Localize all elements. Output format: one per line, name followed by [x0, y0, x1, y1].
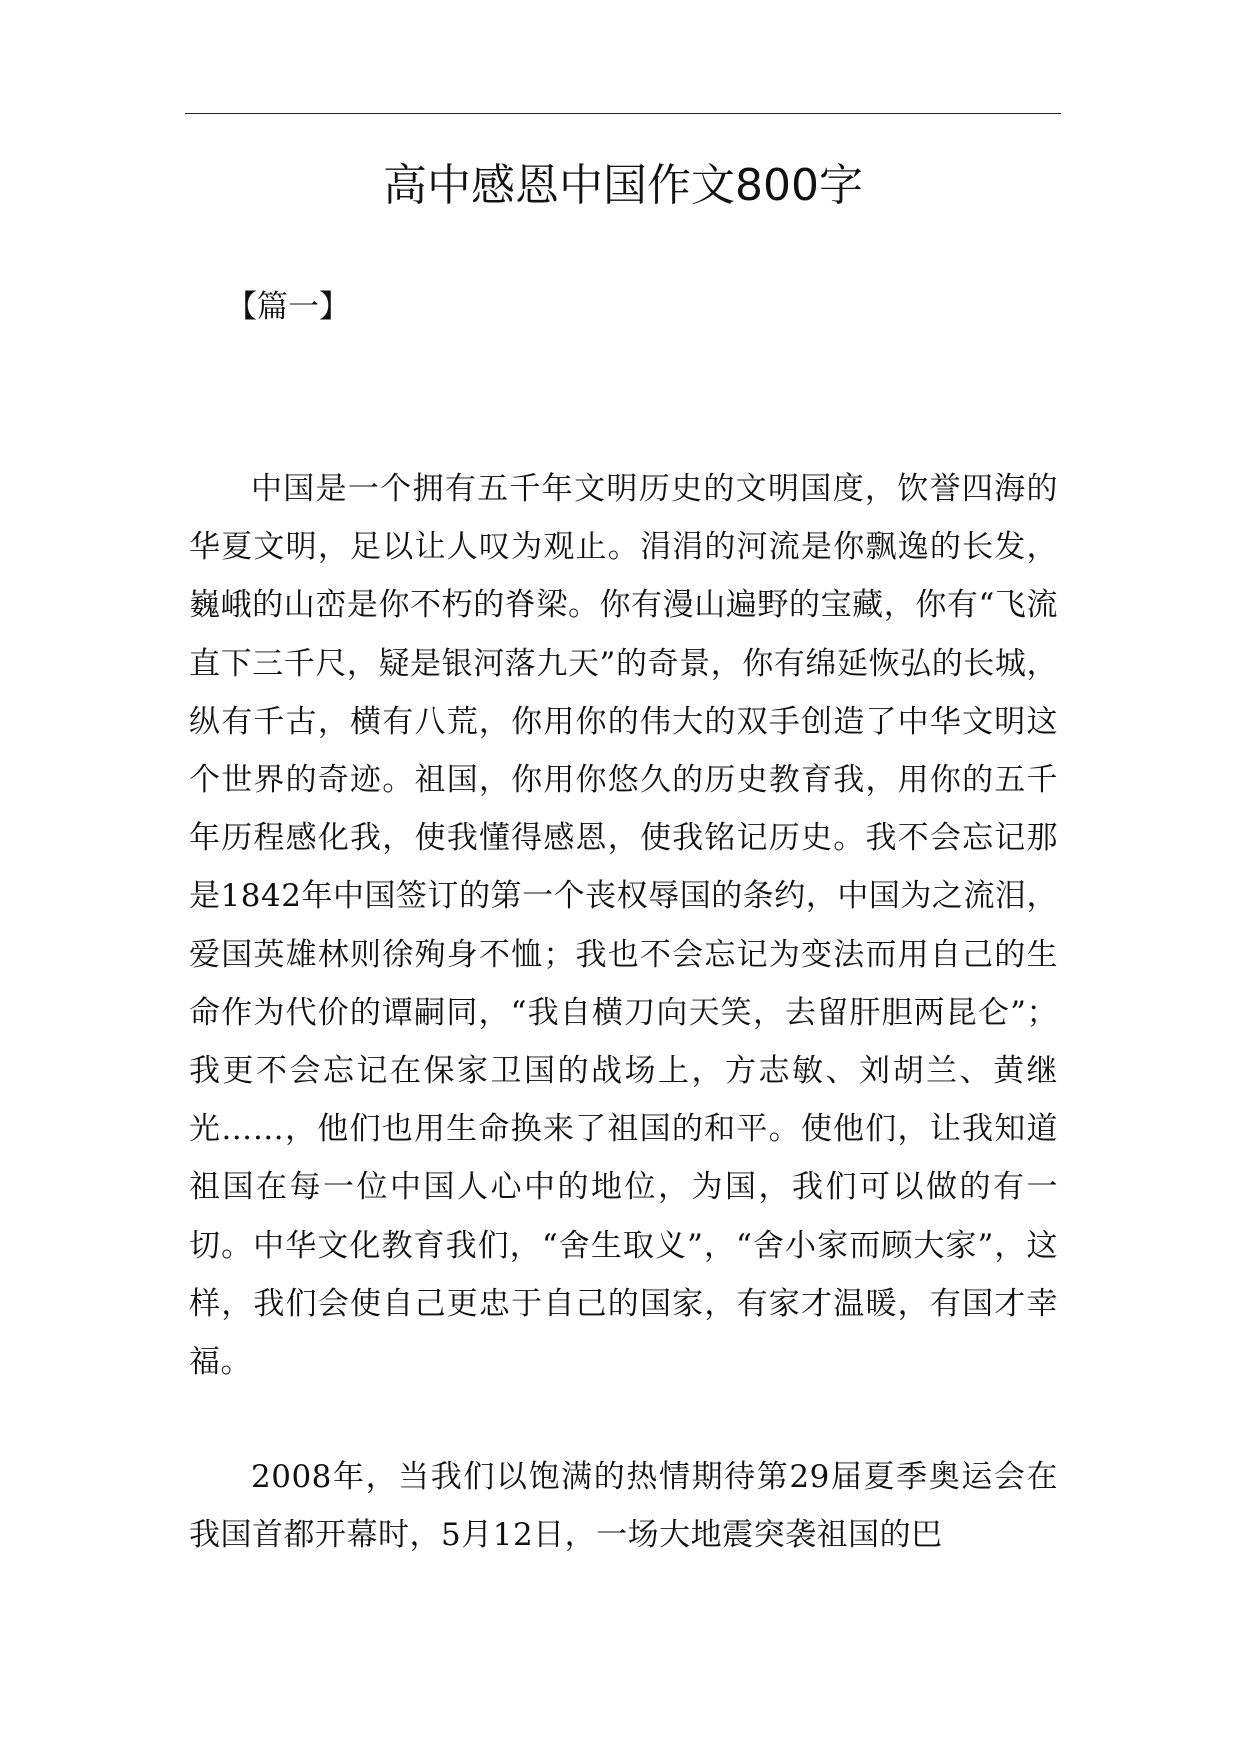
section-label: 【篇一】	[226, 289, 350, 325]
paragraph-1: 中国是一个拥有五千年文明历史的文明国度，饮誉四海的华夏文明，足以让人叹为观止。涓涓的河流是你飘逸的长发，巍峨的山峦是你不朽的脊梁。你有漫山遍野的宝藏，你有“飞流直下三千尺，疑是银河落九天”的奇景，你有绵延恢弘的长城，纵有千古，横有八荒，你用你的伟大的双手创造了中华文明这个世界的奇迹。祖国，你用你悠久的历史教育我，用你的五千年历程感化我，使我懂得感恩，使我铭记历史。我不会忘记那是1842年中国签订的第一个丧权辱国的条约，中国为之流泪，爱国英雄林则徐殉身不恤；我也不会忘记为变法而用自己的生命作为代价的谭嗣同，“我自横刀向天笑，去留肝胆两昆仑”；我更不会忘记在保家卫国的战场上，方志敏、刘胡兰、黄继光……，他们也用生命换来了祖国的和平。使他们，让我知道祖国在每一位中国人心中的地位，为国，我们可以做的有一切。中华文化教育我们，“舍生取义”，“舍小家而顾大家”，这样，我们会使自己更忠于自己的国家，有家才温暖，有国才幸福。	[189, 471, 1058, 1381]
paragraph-2: 2008年，当我们以饱满的热情期待第29届夏季奥运会在我国首都开幕时，5月12日，一场大地震突袭祖国的巴	[189, 1459, 1058, 1554]
header-rule	[185, 113, 1061, 114]
document-title: 高中感恩中国作文800字	[383, 160, 863, 211]
